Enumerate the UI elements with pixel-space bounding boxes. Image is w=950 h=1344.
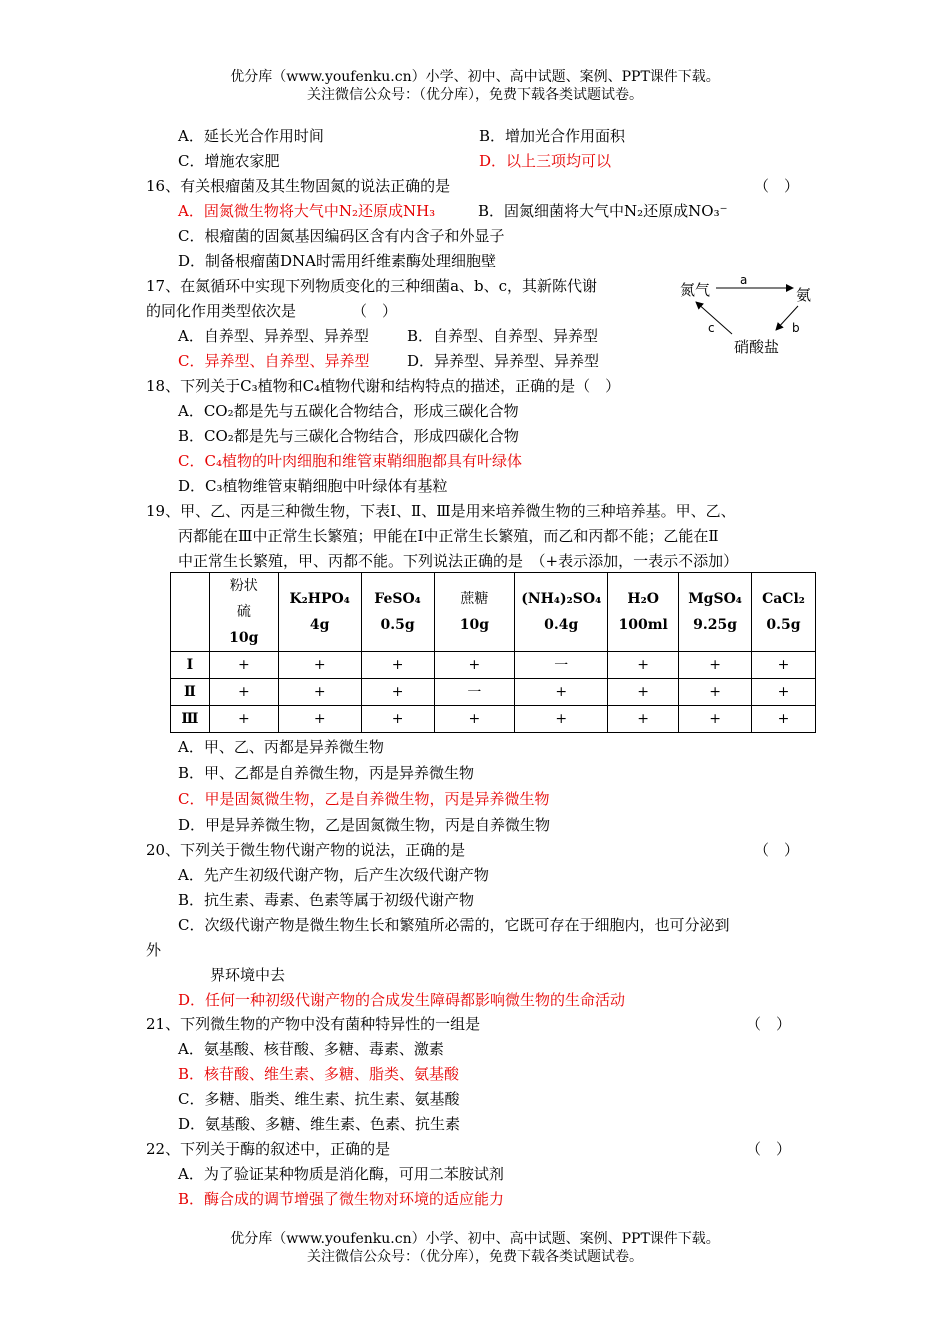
node-ammonia: 氨 — [796, 286, 812, 304]
q19-option-b: B．甲、乙都是自养微生物，丙是异养微生物 — [178, 764, 475, 782]
table-cell: + — [361, 679, 434, 706]
q19-stem-line-1: 19、甲、乙、丙是三种微生物，下表Ⅰ、Ⅱ、Ⅲ是用来培养微生物的三种培养基。甲、乙、 — [146, 502, 736, 520]
table-cell: + — [434, 652, 515, 679]
table-header-text: 蔗糖 — [460, 591, 489, 607]
table-cell: 一 — [515, 652, 608, 679]
table-header-cell — [361, 573, 434, 652]
q18-option-b: B．CO₂都是先与三碳化合物结合，形成四碳化合物 — [178, 427, 519, 445]
q18-option-a: A．CO₂都是先与五碳化合物结合，形成三碳化合物 — [178, 402, 519, 420]
q17-option-d: D．异养型、异养型、异养型 — [407, 352, 600, 370]
table-header-text: 10g — [459, 617, 490, 633]
table-header-text: 粉状 — [229, 578, 258, 594]
table-header-cell — [608, 573, 679, 652]
q20-option-c-line-2: 外 — [146, 941, 162, 959]
q15-option-b: B．增加光合作用面积 — [479, 127, 626, 145]
table-row — [171, 706, 816, 733]
table-cell: + — [515, 679, 608, 706]
culture-medium-table — [170, 572, 816, 733]
q20-answer-paren: （ ） — [754, 841, 800, 859]
table-header-cell — [434, 573, 515, 652]
table-cell: + — [278, 652, 361, 679]
table-header-cell — [209, 573, 278, 652]
q22-option-a: A．为了验证某种物质是消化酶，可用二苯胺试剂 — [178, 1165, 504, 1183]
q17-option-b: B．自养型、自养型、异养型 — [407, 327, 599, 345]
table-header-row — [171, 573, 816, 652]
table-cell: + — [679, 679, 752, 706]
table-cell: + — [752, 679, 816, 706]
q21-option-a: A．氨基酸、核苷酸、多糖、毒素、激素 — [178, 1040, 444, 1058]
table-header-text: CaCl₂ — [762, 591, 805, 607]
table-header-text: K₂HPO₄ — [289, 591, 350, 607]
q17-option-a: A．自养型、异养型、异养型 — [178, 327, 369, 345]
nitrogen-cycle-diagram — [676, 270, 826, 360]
q21-option-b: B．核苷酸、维生素、多糖、脂类、氨基酸 — [178, 1065, 460, 1083]
q18-option-c: C．C₄植物的叶肉细胞和维管束鞘细胞都具有叶绿体 — [178, 452, 522, 470]
q20-option-c-line-3: 界环境中去 — [210, 966, 286, 984]
q19-option-c: C．甲是固氮微生物，乙是自养微生物，丙是异养微生物 — [178, 790, 550, 808]
table-header-cell — [515, 573, 608, 652]
footer-line-2: 关注微信公众号：（优分库），免费下载各类试题试卷。 — [307, 1249, 643, 1265]
q20-option-d: D．任何一种初级代谢产物的合成发生障碍都影响微生物的生命活动 — [178, 991, 626, 1009]
table-cell: + — [679, 706, 752, 733]
q21-option-d: D．氨基酸、多糖、维生素、色素、抗生素 — [178, 1115, 461, 1133]
q17-stem-line-2: 的同化作用类型依次是 — [146, 302, 297, 320]
q16-option-d: D．制备根瘤菌DNA时需用纤维素酶处理细胞壁 — [178, 252, 497, 270]
table-cell: + — [209, 652, 278, 679]
q20-option-b: B．抗生素、毒素、色素等属于初级代谢产物 — [178, 891, 475, 909]
table-header-text: 9.25g — [693, 617, 737, 633]
table-row — [171, 679, 816, 706]
footer-line-1: 优分库（www.youfenku.cn）小学、初中、高中试题、案例、PPT课件下载。 — [230, 1231, 720, 1247]
table-header-text: MgSO₄ — [688, 591, 742, 607]
q17-answer-paren: （ ） — [352, 302, 398, 320]
q20-option-c-line-1: C．次级代谢产物是微生物生长和繁殖所必需的，它既可存在于细胞内，也可分泌到 — [178, 916, 730, 934]
q15-option-c: C．增施农家肥 — [178, 152, 280, 170]
table-cell: + — [209, 679, 278, 706]
table-cell: + — [434, 706, 515, 733]
q16-stem: 16、有关根瘤菌及其生物固氮的说法正确的是 — [146, 177, 451, 195]
table-header-text: 0.5g — [766, 617, 801, 633]
q16-option-b: B．固氮细菌将大气中N₂还原成NO₃⁻ — [478, 202, 728, 220]
table-cell: + — [608, 679, 679, 706]
table-cell: + — [608, 652, 679, 679]
q19-stem-line-2: 丙都能在Ⅲ中正常生长繁殖；甲能在Ⅰ中正常生长繁殖，而乙和丙都不能；乙能在Ⅱ — [178, 527, 719, 545]
q15-option-a: A．延长光合作用时间 — [178, 127, 324, 145]
header-line-2: 关注微信公众号：（优分库），免费下载各类试题试卷。 — [307, 87, 643, 103]
q18-stem: 18、下列关于C₃植物和C₄植物代谢和结构特点的描述，正确的是（ ） — [146, 377, 621, 395]
table-header-text: 0.4g — [544, 617, 579, 633]
table-header-cell — [278, 573, 361, 652]
table-cell: + — [278, 679, 361, 706]
table-header-cell — [752, 573, 816, 652]
table-cell: 一 — [434, 679, 515, 706]
node-nitrate: 硝酸盐 — [734, 338, 780, 356]
table-cell: + — [361, 652, 434, 679]
q21-option-c: C．多糖、脂类、维生素、抗生素、氨基酸 — [178, 1090, 460, 1108]
q20-option-a: A．先产生初级代谢产物，后产生次级代谢产物 — [178, 866, 489, 884]
table-cell: + — [752, 652, 816, 679]
q22-answer-paren: （ ） — [746, 1140, 792, 1158]
table-cell: + — [278, 706, 361, 733]
q20-stem: 20、下列关于微生物代谢产物的说法，正确的是 — [146, 841, 466, 859]
q19-stem-line-3: 中正常生长繁殖，甲、丙都不能。下列说法正确的是 （+表示添加，一表示不添加） — [178, 552, 739, 570]
q15-option-d: D．以上三项均可以 — [479, 152, 612, 170]
q19-option-a: A．甲、乙、丙都是异养微生物 — [178, 738, 384, 756]
q22-stem: 22、下列关于酶的叙述中，正确的是 — [146, 1140, 391, 1158]
q16-option-c: C．根瘤菌的固氮基因编码区含有内含子和外显子 — [178, 227, 505, 245]
table-row — [171, 652, 816, 679]
q17-option-c: C．异养型、自养型、异养型 — [178, 352, 370, 370]
header-line-1: 优分库（www.youfenku.cn）小学、初中、高中试题、案例、PPT课件下载。 — [230, 69, 720, 85]
table-header-text: 10g — [229, 630, 259, 646]
table-row-label: Ⅱ — [171, 679, 210, 706]
q17-stem-line-1: 17、在氮循环中实现下列物质变化的三种细菌a、b、c，其新陈代谢 — [146, 277, 598, 295]
table-header-cell — [679, 573, 752, 652]
q21-stem: 21、下列微生物的产物中没有菌种特异性的一组是 — [146, 1015, 481, 1033]
table-row-label: Ⅰ — [171, 652, 210, 679]
q19-option-d: D．甲是异养微生物，乙是固氮微生物，丙是自养微生物 — [178, 816, 551, 834]
table-header-text: FeSO₄ — [374, 591, 421, 607]
q22-option-b: B．酶合成的调节增强了微生物对环境的适应能力 — [178, 1190, 505, 1208]
q21-answer-paren: （ ） — [746, 1015, 792, 1033]
table-cell: + — [209, 706, 278, 733]
label-b: b — [792, 321, 800, 335]
table-row-label: Ⅲ — [171, 706, 210, 733]
table-header-text: 0.5g — [380, 617, 415, 633]
table-cell: + — [752, 706, 816, 733]
q16-answer-paren: （ ） — [754, 177, 800, 195]
q18-option-d: D．C₃植物维管束鞘细胞中叶绿体有基粒 — [178, 477, 448, 495]
table-cell: + — [515, 706, 608, 733]
label-a: a — [740, 273, 748, 287]
table-cell: + — [679, 652, 752, 679]
table-cell: + — [608, 706, 679, 733]
q16-option-a: A．固氮微生物将大气中N₂还原成NH₃ — [178, 202, 436, 220]
table-header-text: 硫 — [236, 604, 251, 620]
table-header-text: 100ml — [618, 617, 668, 633]
table-corner-cell — [171, 573, 210, 652]
table-cell: + — [361, 706, 434, 733]
table-header-text: 4g — [309, 617, 330, 633]
node-nitrogen-gas: 氮气 — [680, 281, 711, 299]
label-c: c — [708, 321, 715, 335]
table-header-text: (NH₄)₂SO₄ — [521, 591, 602, 607]
table-header-text: H₂O — [627, 591, 659, 607]
